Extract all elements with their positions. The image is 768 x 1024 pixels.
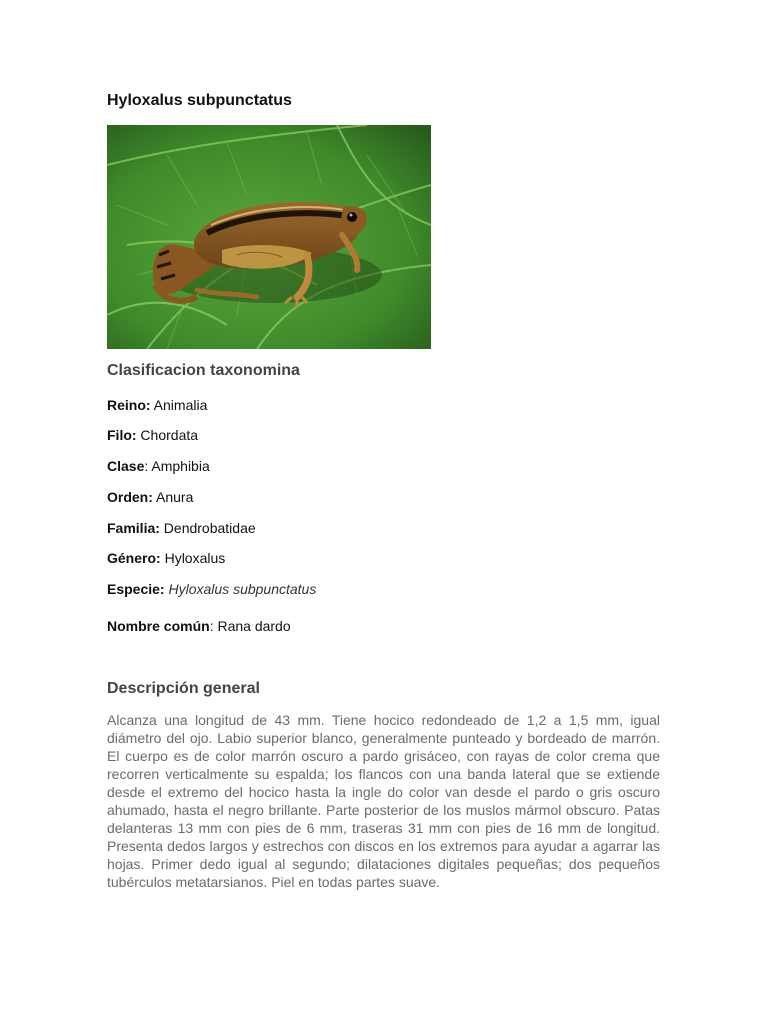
taxonomy-heading: Clasificacion taxonomina bbox=[107, 362, 300, 379]
taxonomy-label: Especie: bbox=[107, 581, 165, 597]
taxonomy-row-reino bbox=[107, 397, 207, 413]
taxonomy-value: Amphibia bbox=[148, 458, 210, 474]
taxonomy-value: Hyloxalus bbox=[160, 550, 226, 566]
taxonomy-value: Hyloxalus subpunctatus bbox=[164, 581, 317, 597]
taxonomy-label: Nombre común bbox=[107, 618, 210, 634]
taxonomy-row-filo bbox=[107, 427, 198, 443]
frog-on-leaf-image bbox=[107, 125, 431, 349]
taxonomy-row-clase bbox=[107, 458, 210, 474]
description-text: Alcanza una longitud de 43 mm. Tiene hocico redondeado de 1,2 a 1,5 mm, igual diámetro del ojo. Labio superior blanco, generalmente punteado y bordeado de marrón. El cuerpo es de color marrón oscuro a pardo grisáceo, con rayas de color crema que recorren verticalmente su espalda; los flancos con una banda lateral que se extiende desde el extremo del hocico hasta la ingle do color van desde el pardo o gris oscuro ahumado, hasta el negro brillante. Parte posterior de los muslos mármol obscuro. Patas delanteras 13 mm con pies de 6 mm, traseras 31 mm con pies de 16 mm de longitud. Presenta dedos largos y estrechos con discos en los extremos para ayudar a agarrar las hojas. Primer dedo igual al segundo; dilataciones digitales pequeñas; dos pequeños tubérculos metatarsianos. Piel en todas partes suave. bbox=[107, 712, 660, 890]
page-title: Hyloxalus subpunctatus bbox=[107, 92, 292, 109]
taxonomy-row-especie bbox=[107, 581, 316, 597]
taxonomy-label: Clase bbox=[107, 458, 145, 474]
taxonomy-value: Dendrobatidae bbox=[159, 520, 256, 536]
taxonomy-value: Chordata bbox=[136, 427, 199, 443]
taxonomy-value: Animalia bbox=[150, 397, 208, 413]
taxonomy-label: Filo: bbox=[107, 427, 137, 443]
taxonomy-sep: : bbox=[209, 618, 214, 634]
taxonomy-label: Género: bbox=[107, 550, 161, 566]
taxonomy-label: Reino: bbox=[107, 397, 151, 413]
taxonomy-label: Orden: bbox=[107, 489, 153, 505]
taxonomy-row-orden bbox=[107, 489, 193, 505]
taxonomy-row-familia bbox=[107, 520, 256, 536]
description-heading: Descripción general bbox=[107, 680, 260, 697]
frog-photo bbox=[107, 125, 431, 349]
taxonomy-value: Anura bbox=[152, 489, 194, 505]
taxonomy-label: Familia: bbox=[107, 520, 160, 536]
taxonomy-value: Rana dardo bbox=[213, 618, 291, 634]
taxonomy-sep: : bbox=[144, 458, 149, 474]
taxonomy-row-genero bbox=[107, 550, 225, 566]
taxonomy-row-nombre-comun bbox=[107, 618, 291, 634]
